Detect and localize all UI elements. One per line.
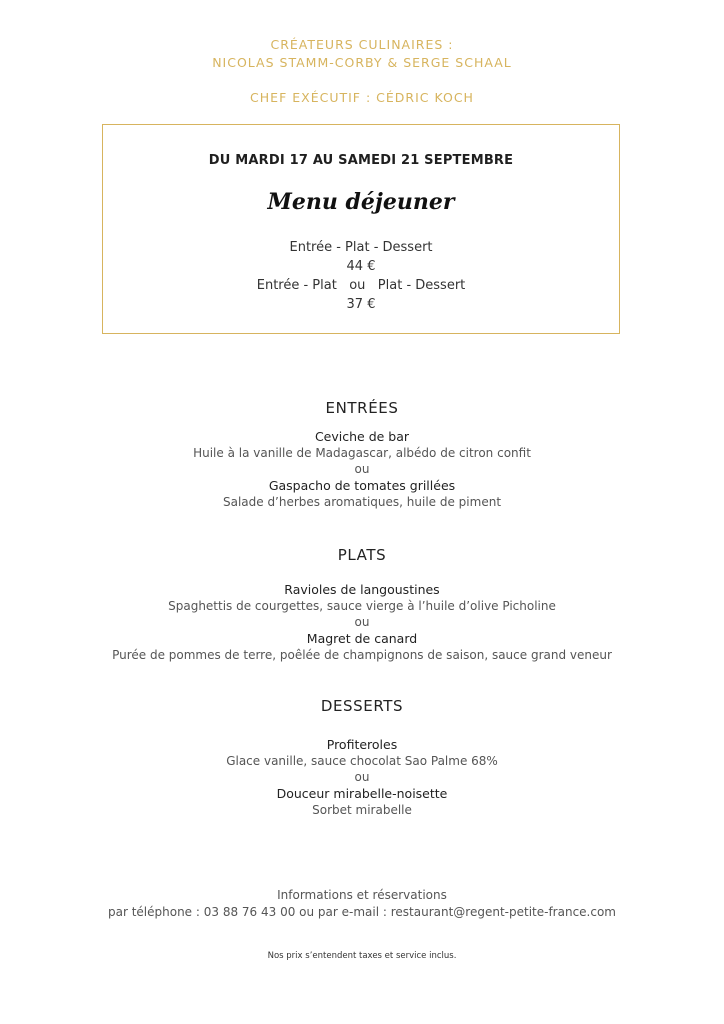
plat-dish-2: Magret de canard xyxy=(306,631,418,646)
plat-or: ou xyxy=(354,615,370,629)
section-title-plats: PLATS xyxy=(337,546,387,564)
footer-price-note: Nos prix s’entendent taxes et service inclus. xyxy=(267,951,457,961)
dessert-desc-1: Glace vanille, sauce chocolat Sao Palme 68% xyxy=(226,754,498,768)
menu-offer-box xyxy=(102,124,620,334)
entree-or: ou xyxy=(354,462,370,476)
section-title-desserts: DESSERTS xyxy=(320,697,404,715)
dessert-desc-2: Sorbet mirabelle xyxy=(312,803,412,817)
section-title-entrees: ENTRÉES xyxy=(325,399,399,417)
plat-desc-2: Purée de pommes de terre, poêlée de champignons de saison, sauce grand veneur xyxy=(112,648,612,662)
plat-dish-1: Ravioles de langoustines xyxy=(284,582,440,597)
footer-info-label: Informations et réservations xyxy=(277,888,447,902)
offer-option-2: Entrée - Plat ou Plat - Dessert xyxy=(256,278,466,293)
entree-dish-2: Gaspacho de tomates grillées xyxy=(268,478,456,493)
offer-price-1: 44 € xyxy=(346,259,376,274)
dessert-or: ou xyxy=(354,770,370,784)
menu-title: Menu déjeuner xyxy=(267,189,455,215)
entree-desc-2: Salade d’herbes aromatiques, huile de piment xyxy=(222,495,502,509)
header-creators-label: CRÉATEURS CULINAIRES : xyxy=(270,37,454,52)
footer-contact: par téléphone : 03 88 76 43 00 ou par e-mail : restaurant@regent-petite-france.com xyxy=(107,905,616,919)
entree-desc-1: Huile à la vanille de Madagascar, albédo de citron confit xyxy=(193,446,531,460)
dessert-dish-1: Profiteroles xyxy=(326,737,398,752)
offer-dates: DU MARDI 17 AU SAMEDI 21 SEPTEMBRE xyxy=(208,153,514,168)
offer-price-2: 37 € xyxy=(346,297,376,312)
header-executive-chef: CHEF EXÉCUTIF : CÉDRIC KOCH xyxy=(250,90,474,105)
plat-desc-1: Spaghettis de courgettes, sauce vierge à l’huile d’olive Picholine xyxy=(168,599,556,613)
entree-dish-1: Ceviche de bar xyxy=(314,429,410,444)
header-creators-names: NICOLAS STAMM-CORBY & SERGE SCHAAL xyxy=(212,55,512,70)
dessert-dish-2: Douceur mirabelle-noisette xyxy=(276,786,448,801)
offer-option-1: Entrée - Plat - Dessert xyxy=(289,240,433,255)
